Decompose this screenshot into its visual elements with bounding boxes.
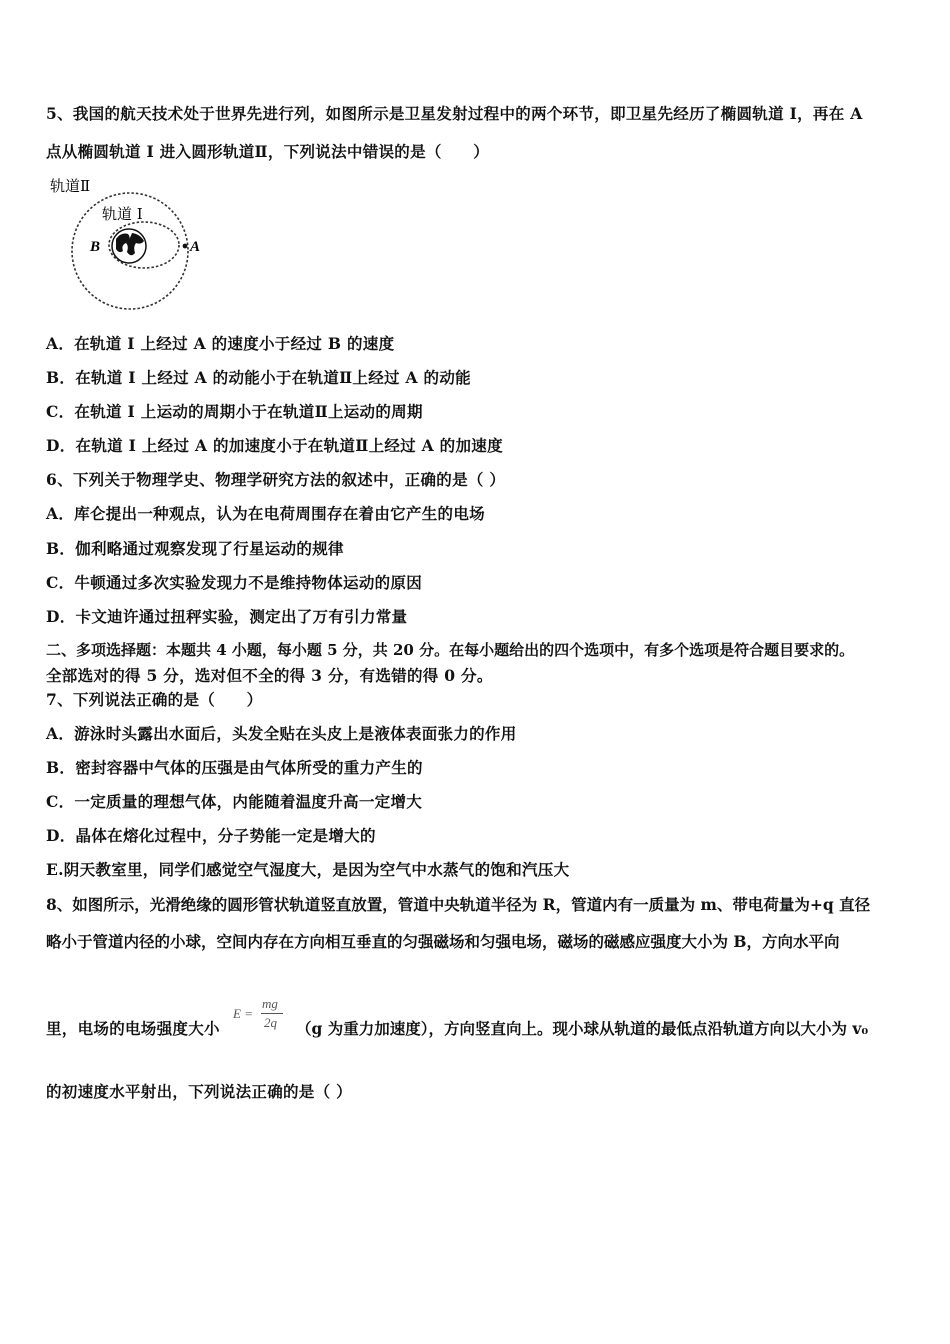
- formula-lhs: E =: [233, 1006, 253, 1021]
- section2-heading-line2: 全部选对的得 5 分，选对但不全的得 3 分，有选错的得 0 分。: [46, 666, 493, 685]
- point-a-marker: [183, 244, 188, 249]
- q7-option-c: C．一定质量的理想气体，内能随着温度升高一定增大: [46, 792, 423, 811]
- point-a-label: A: [190, 239, 201, 255]
- q5-option-b: B．在轨道 I 上经过 A 的动能小于在轨道Ⅱ上经过 A 的动能: [46, 368, 471, 387]
- point-b-label: B: [90, 239, 101, 255]
- q6-option-a: A．库仑提出一种观点，认为在电荷周围存在着由它产生的电场: [46, 504, 485, 523]
- q6-option-c: C．牛顿通过多次实验发现力不是维持物体运动的原因: [46, 573, 423, 592]
- orbit1-label: 轨道 I: [102, 205, 143, 223]
- section2-heading-line1: 二、多项选择题：本题共 4 小题，每小题 5 分，共 20 分。在每小题给出的四个选项中，有多个选项是符合题目要求的。: [46, 641, 855, 659]
- formula-numerator: mg: [262, 996, 278, 1011]
- q7-option-a: A．游泳时头露出水面后，头发全贴在头皮上是液体表面张力的作用: [46, 724, 517, 743]
- q6-option-b: B．伽利略通过观察发现了行星运动的规律: [46, 539, 344, 558]
- orbit2-label: 轨道Ⅱ: [50, 177, 91, 195]
- q7-option-e: E.阴天教室里，同学们感觉空气湿度大，是因为空气中水蒸气的饱和汽压大: [46, 860, 570, 879]
- q8-stem-line3b: （g 为重力加速度），方向竖直向上。现小球从轨道的最低点沿轨道方向以大小为 v₀: [296, 1019, 869, 1038]
- q5-stem-line2: 点从椭圆轨道 I 进入圆形轨道Ⅱ，下列说法中错误的是（ ）: [46, 142, 490, 161]
- q5-option-d: D．在轨道 I 上经过 A 的加速度小于在轨道Ⅱ上经过 A 的加速度: [46, 436, 503, 455]
- q7-option-d: D．晶体在熔化过程中，分子势能一定是增大的: [46, 826, 376, 845]
- q6-option-d: D．卡文迪许通过扭秤实验，测定出了万有引力常量: [46, 607, 408, 626]
- q5-stem-line1: 5、我国的航天技术处于世界先进行列，如图所示是卫星发射过程中的两个环节，即卫星先经历了椭圆轨道 I，再在 A: [46, 104, 863, 123]
- q7-option-b: B．密封容器中气体的压强是由气体所受的重力产生的: [46, 758, 423, 777]
- earth-icon: [112, 229, 146, 263]
- q8-stem-line3a: 里，电场的电场强度大小: [46, 1019, 220, 1038]
- orbit-diagram: [44, 173, 204, 313]
- formula-denominator: 2q: [264, 1015, 277, 1030]
- q8-stem-line1: 8、如图所示，光滑绝缘的圆形管状轨道竖直放置，管道中央轨道半径为 R，管道内有一质量为 m、带电荷量为+q 直径: [46, 895, 871, 914]
- q5-option-a: A．在轨道 I 上经过 A 的速度小于经过 B 的速度: [46, 334, 395, 353]
- q8-stem-line4: 的初速度水平射出，下列说法正确的是（ ）: [46, 1082, 352, 1101]
- q6-stem: 6、下列关于物理学史、物理学研究方法的叙述中，正确的是（ ）: [46, 470, 506, 489]
- q7-stem: 7、下列说法正确的是（ ）: [46, 690, 263, 709]
- q8-stem-line2: 略小于管道内径的小球，空间内存在方向相互垂直的匀强磁场和匀强电场，磁场的磁感应强度大小为 B，方向水平向: [46, 932, 840, 951]
- q5-option-c: C．在轨道 I 上运动的周期小于在轨道Ⅱ上运动的周期: [46, 402, 423, 421]
- formula-fraction-bar: [261, 1013, 283, 1014]
